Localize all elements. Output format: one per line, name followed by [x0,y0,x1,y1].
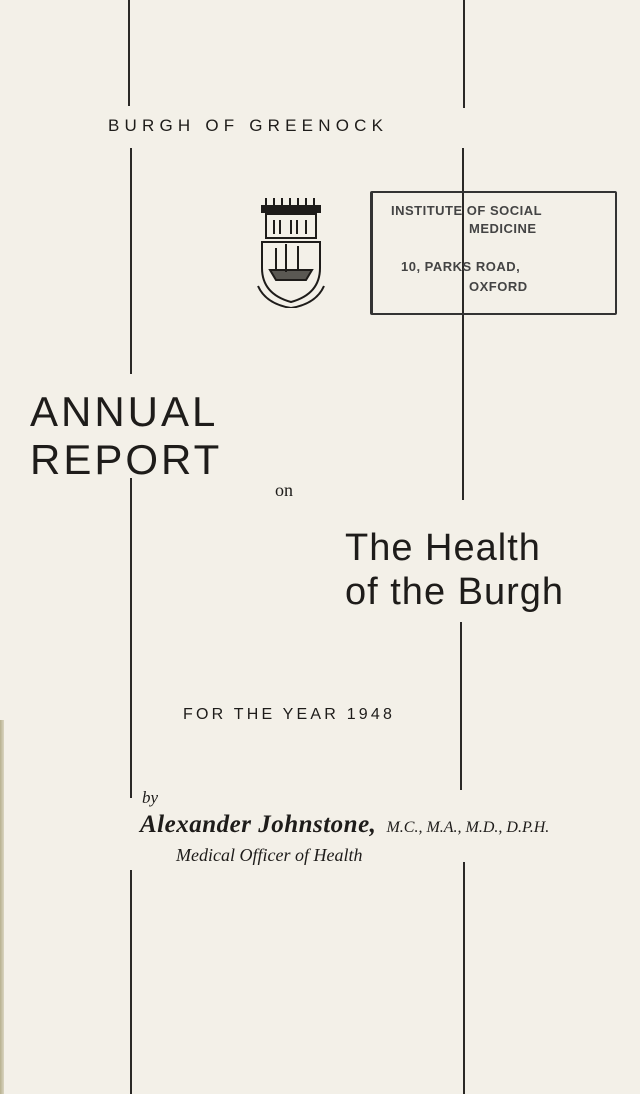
author-qualifications: M.C., M.A., M.D., D.P.H. [386,819,550,836]
stamp-address: 10, PARKS ROAD, [401,259,521,274]
burgh-coat-of-arms-icon [256,198,326,308]
title-report: REPORT [30,436,223,483]
subject-line-2: of the Burgh [345,571,565,613]
rule-top-left [128,0,130,106]
stamp-medicine: MEDICINE [469,221,537,236]
rule-lower-left [130,478,132,798]
report-title [30,388,222,484]
subject-line-1: The Health [345,527,541,569]
author-name: Alexander Johnstone, [140,811,377,838]
title-annual: ANNUAL [30,388,219,435]
rule-lower-right [460,622,462,790]
binding-edge [0,720,4,1094]
stamp-institute: INSTITUTE OF SOCIAL [391,203,543,218]
rule-bottom-left [130,870,132,1094]
author-by: by [142,788,159,807]
stamp-city: OXFORD [469,279,528,294]
rule-top-right [463,0,465,108]
author-line [140,811,549,839]
title-on: on [275,480,293,500]
rule-mid-left [130,148,132,374]
library-stamp [370,191,617,315]
burgh-heading: BURGH OF GREENOCK [108,116,389,135]
report-subject [345,526,564,614]
report-year: FOR THE YEAR 1948 [183,706,396,723]
rule-bottom-right [463,862,465,1094]
author-position: Medical Officer of Health [176,845,363,865]
